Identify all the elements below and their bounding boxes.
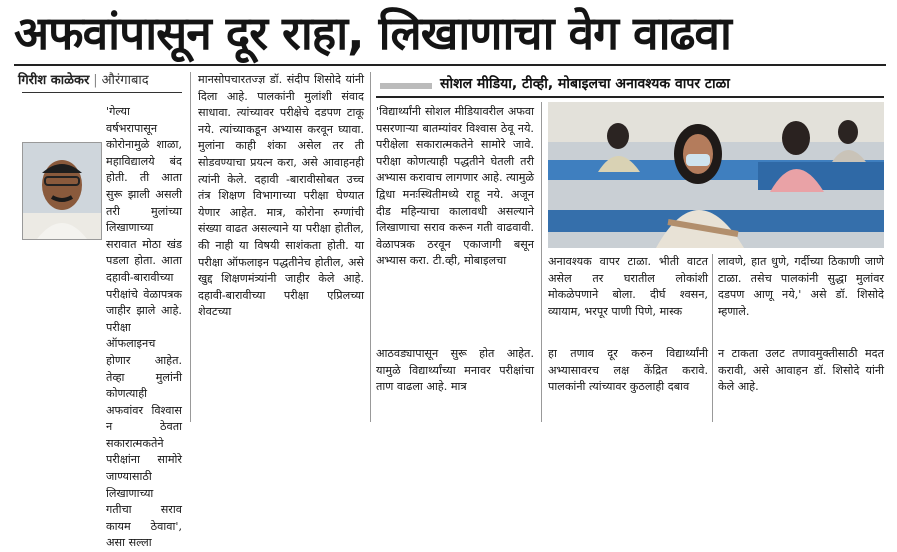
column-4-text: अनावश्यक वापर टाळा. भीती वाटत असेल तर घरातील लोकांशी मोकळेपणाने बोला. दीर्घ श्वसन, व्यायाम, भरपूर पाणी पिणे, मास्क [548,255,708,318]
column-divider-3 [541,102,542,422]
column-2-text: मानसोपचारतज्ज्ञ डॉ. संदीप शिसोदे यांनी दिला आहे. पालकांनी मुलांशी संवाद साधावा. त्यांच्यावर परीक्षेचे दडपण टाकू नये. त्यांच्याकडून अभ्यास करवून घ्यावा. मुलांना काही शंका असेल तर ती सोडवण्याचा प्रयत्न करा, असे आवाहनही त्यांनी केले. दहावी -बारावीसोबत उच्च तंत्र शिक्षण विभागाच्या परीक्षा घेण्यात येणार आहेत. मात्र, कोरोना रुग्णांची संख्या वाढत असल्याने या परीक्षा होतील, की नाही या विषयी साशंकता होती. या परीक्षा ऑफलाइन पद्धतीनेच होतील, असे खुद्द शिक्षणमंत्र्यांनी जाहीर केले आहे. दहावी-बारावीच्या परीक्षा एप्रिलच्या शेवटच्या [198,73,364,319]
article-column-4 [548,254,708,330]
column-divider-4 [712,254,713,422]
article-column-5 [718,254,884,330]
column-5-text: लावणे, हात धुणे, गर्दीच्या ठिकाणी जाणे टाळा. तसेच पालकांनी सुद्धा मुलांवर दडपण आणू नये,' असे डॉ. शिसोदे म्हणाले. [718,255,884,318]
column-5-lower-text: न टाकता उलट तणावमुक्तीसाठी मदत करावी, असे आवाहन डॉ. शिसोदे यांनी केले आहे. [718,347,884,394]
article-column-4-lower [548,346,708,422]
column-4-lower-text: हा तणाव दूर करुन विद्यार्थ्यांनी अभ्यासावरच लक्ष केंद्रित करावे. पालकांनी त्यांच्यावर कुठलाही दबाव [548,347,708,394]
author-name: गिरीश काळेकर [18,73,90,88]
article-column-1 [22,104,182,550]
column-3-lower-text: आठवड्यापासून सुरू होत आहेत. यामुळे विद्यार्थ्यांच्या मनावर परीक्षांचा ताण वाढला आहे. मात्र [376,347,534,394]
column-3-text: 'विद्यार्थ्यांनी सोशल मीडियावरील अफवा पसरणाऱ्या बातम्यांवर विश्वास ठेवू नये. परीक्षेला सकारात्मकतेने सामोरे जावे. परीक्षा कोणत्याही पद्धतीने घेतली तरी अभ्यास करावाच लागणार आहे. त्यामुळे द्विधा मनःस्थितीमध्ये राहू नये. अजून दीड महिन्याचा कालावधी असल्याने लिखाणाचा सराव करून गती वाढवावी. वेळापत्रक ठरवून एकाजागी बसून अभ्यास करा. टी.व्ही, मोबाइलचा [376,105,534,268]
column-divider-2 [370,72,371,422]
article-column-5-lower [718,346,884,422]
column-1-text: 'गेल्या वर्षभरापासून कोरोनामुळे शाळा, महाविद्यालये बंद होती. ती आता सुरू झाली असली तरी मुलांच्या लिखाणाच्या सरावात मोठा खंड पडला होता. आता दहावी-बारावीच्या परीक्षांचे वेळापत्रक जाहीर झाले आहे. परीक्षा ऑफलाइनच होणार आहेत. तेव्हा मुलांनी कोणत्याही अफवांवर विश्वास न ठेवता सकारात्मकतेने परीक्षांना सामोरे जाण्यासाठी लिखाणाच्या गतीचा सराव कायम ठेवावा', असा सल्ला [106,105,182,550]
subheadline-marker [380,83,432,89]
byline-city: औरंगाबाद [101,73,149,88]
article-column-2 [198,72,364,422]
article-column-3 [376,104,534,326]
column-divider-1 [190,72,191,422]
students-exam-photo [548,102,884,248]
headline: अफवांपासून दूर राहा, लिखाणाचा वेग वाढवा [14,6,731,60]
headline-rule [14,64,886,66]
subheadline: सोशल मीडिया, टीव्ही, मोबाइलचा अनावश्यक वापर टाळा [440,76,730,92]
byline [18,70,149,88]
byline-rule [22,92,182,93]
byline-separator: | [93,73,98,88]
article-column-3-lower [376,346,534,422]
